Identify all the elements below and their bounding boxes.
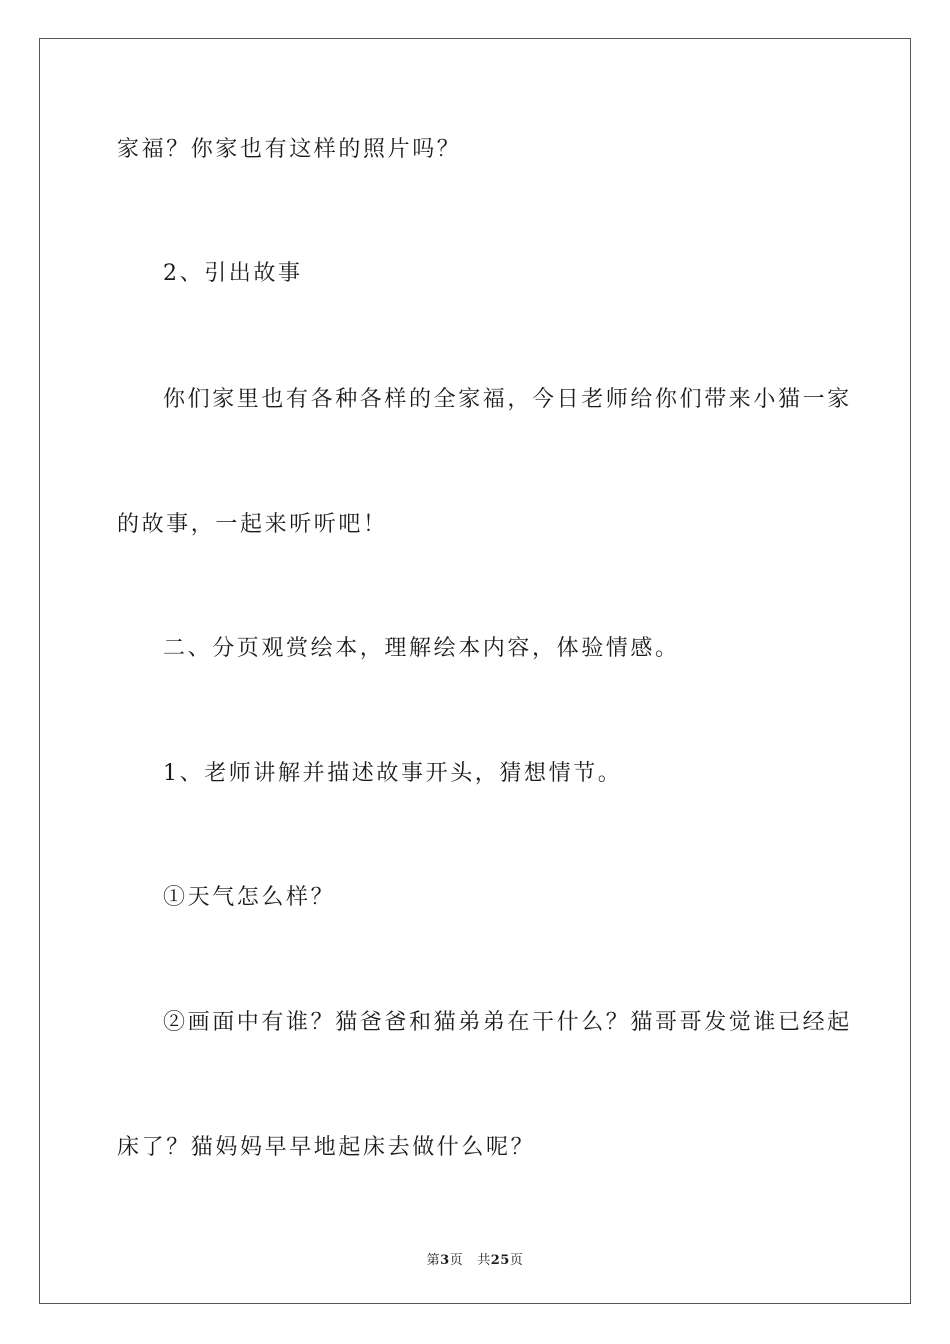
text-line-1: 家福？你家也有这样的照片吗？ [117, 137, 462, 162]
text-line-3: 你们家里也有各种各样的全家福，今日老师给你们带来小猫一家 [163, 387, 852, 412]
footer-page-suffix: 页 [449, 1253, 464, 1268]
text-line-6: 1、老师讲解并描述故事开头，猜想情节。 [163, 761, 623, 786]
footer-total-prefix: 共 [477, 1253, 491, 1268]
text-line-8: ②画面中有谁？猫爸爸和猫弟弟在干什么？猫哥哥发觉谁已经起 [163, 1010, 852, 1035]
footer-page-prefix: 第 [426, 1253, 441, 1268]
text-line-4: 的故事，一起来听听吧！ [117, 512, 388, 537]
footer-page-number: 3 [440, 1253, 450, 1268]
text-line-2: 2、引出故事 [163, 261, 303, 286]
page-footer [0, 1249, 950, 1268]
footer-total-suffix: 页 [509, 1253, 524, 1268]
text-line-5: 二、分页观赏绘本，理解绘本内容，体验情感。 [163, 636, 680, 661]
text-line-7: ①天气怎么样？ [163, 885, 336, 910]
page-frame [39, 38, 911, 1304]
text-line-9: 床了？猫妈妈早早地起床去做什么呢？ [117, 1135, 536, 1160]
footer-total-pages: 25 [490, 1253, 510, 1268]
